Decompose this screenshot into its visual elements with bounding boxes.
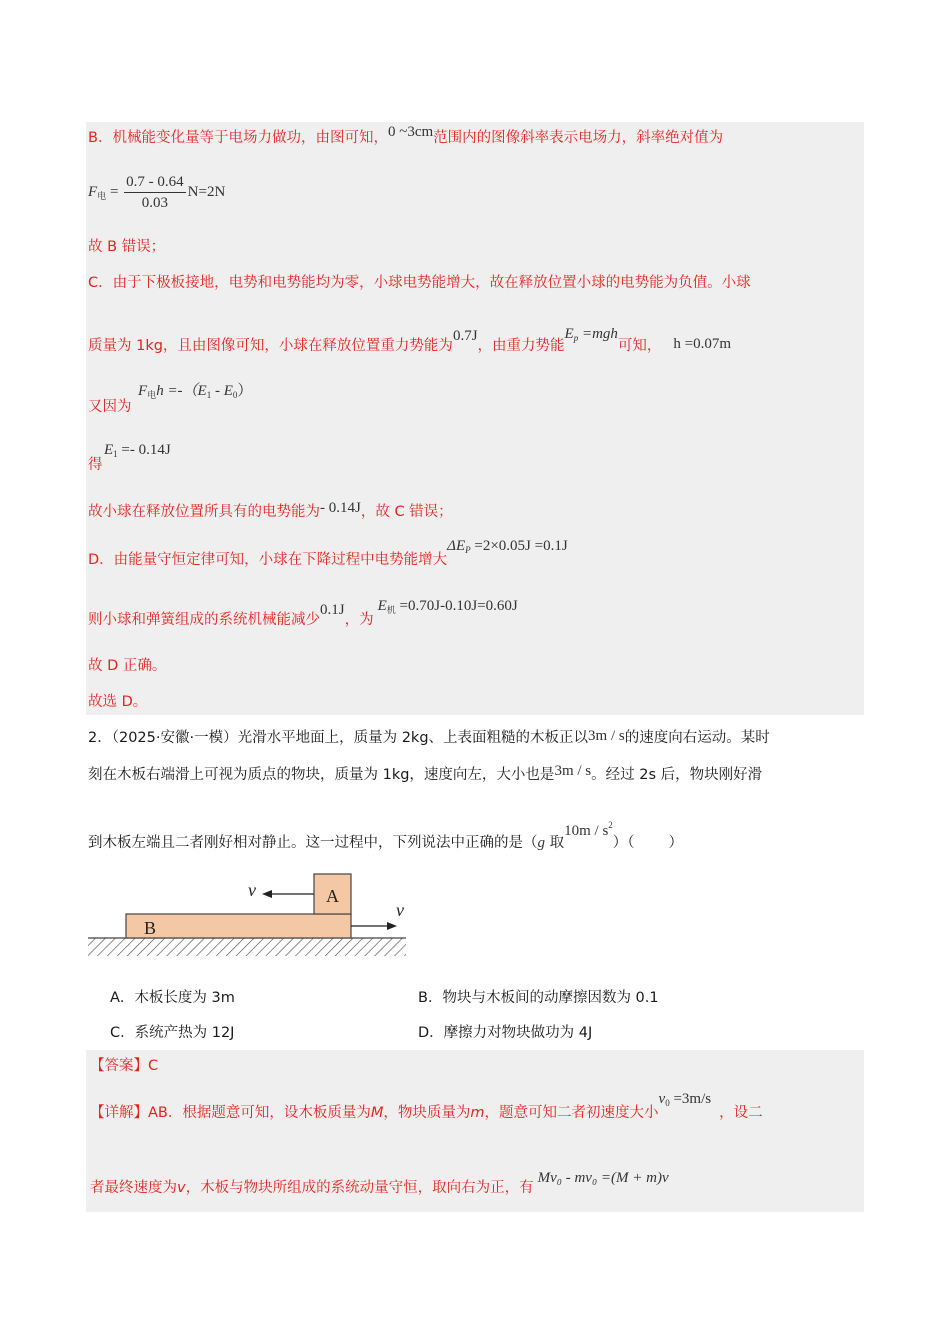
solution-c-line4-math xyxy=(104,440,171,464)
fraction xyxy=(124,172,186,213)
fraction-denominator: 0.03 xyxy=(141,195,169,211)
text: AB．根据题意可知，设木板质量为 xyxy=(148,1105,371,1121)
text: ，由重力势能 xyxy=(477,338,565,354)
text: 则小球和弹簧组成的系统机械能减少 xyxy=(88,612,320,628)
math-expr: =0.70J-0.10J=0.60J xyxy=(395,598,518,614)
math-expr: =- 0.14J xyxy=(117,442,171,458)
math-var: m xyxy=(470,1105,485,1121)
solution-c-line4-text: 得 xyxy=(88,457,103,473)
text: ）（ xyxy=(612,835,635,851)
math-var: F xyxy=(138,383,148,399)
math-var: F xyxy=(88,183,98,200)
text: 到木板左端且二者刚好相对静止。这一过程中，下列说法中正确的是（ xyxy=(88,835,538,851)
option-b[interactable]: B．物块与木板间的动摩擦因数为 0.1 xyxy=(418,990,659,1006)
solution-b-formula xyxy=(88,172,225,213)
solution-c-line3-text: 又因为 xyxy=(88,399,132,415)
fraction-numerator: 0.7 - 0.64 xyxy=(124,172,186,193)
question2-line3 xyxy=(88,820,684,853)
solution-b-line1 xyxy=(88,124,724,148)
text: 取 xyxy=(545,835,565,851)
text: ） xyxy=(668,835,684,851)
text: 2．（2025·安徽·一模）光滑水平地面上，质量为 2kg、上表面粗糙的木板正以 xyxy=(88,730,589,746)
math-inline: 3m / s xyxy=(554,763,592,779)
text: 刻在木板右端滑上可视为质点的物块，质量为 1kg，速度向左，大小也是 xyxy=(88,767,555,783)
math-expr: h =-（E xyxy=(156,383,207,399)
text: ，题意可知二者初速度大小 xyxy=(484,1105,659,1121)
label-v-right: v xyxy=(396,900,404,920)
answer-line2 xyxy=(90,1170,669,1198)
solution-c-line1: C．由于下极板接地，电势和电势能均为零，小球电势能增大，故在释放位置小球的电势能为负值。小球 xyxy=(88,275,751,291)
ground-hatch xyxy=(88,938,406,956)
math-inline xyxy=(378,598,518,614)
text: ，为 xyxy=(344,612,374,628)
math-expr: =2×0.05J =0.1J xyxy=(470,538,568,554)
math-sub: P xyxy=(465,545,471,555)
math-inline: h =0.07m xyxy=(673,336,732,352)
text: 可知， xyxy=(617,338,662,354)
solution-c-line5 xyxy=(88,502,453,522)
math-var: ΔE xyxy=(447,538,466,554)
arrow-right-head xyxy=(387,922,397,930)
label-b: B xyxy=(144,918,157,938)
math-var: M xyxy=(370,1105,384,1121)
text: ，物块质量为 xyxy=(383,1105,471,1121)
detail-label: 【详解】 xyxy=(90,1105,148,1121)
text: 的速度向右运动。某时 xyxy=(624,730,770,746)
math-inline: 3m / s xyxy=(588,728,625,744)
solution-d-conclusion: 故 D 正确。 xyxy=(88,658,167,674)
math-inline: 0 ~3cm xyxy=(387,124,434,140)
math-sub: 0 xyxy=(665,1098,670,1108)
math-inline: 0.7J xyxy=(452,328,478,344)
text: D．由能量守恒定律可知，小球在下降过程中电势能增大 xyxy=(88,552,448,568)
math-inline: 0.1J xyxy=(320,602,345,618)
math-inline xyxy=(447,538,568,554)
math-inline xyxy=(565,326,618,342)
math-sub: 0 xyxy=(232,390,238,400)
math-var: v xyxy=(177,1180,186,1196)
text: 者最终速度为 xyxy=(90,1180,177,1196)
text: 质量为 1kg，且由图像可知，小球在释放位置重力势能为 xyxy=(88,338,453,354)
option-a[interactable]: A．木板长度为 3m xyxy=(110,990,235,1006)
math-var: E xyxy=(377,598,387,614)
math-inline xyxy=(659,1091,712,1107)
math-inline xyxy=(564,820,613,839)
math-sub: 1 xyxy=(113,449,118,459)
arrow-left-head xyxy=(262,890,272,898)
board-b xyxy=(126,914,351,938)
math-expr: =mgh xyxy=(578,326,618,342)
math-var: g xyxy=(537,835,545,851)
label-a: A xyxy=(326,886,339,906)
text: B．机械能变化量等于电场力做功，由图可知， xyxy=(88,130,388,146)
math-var: v xyxy=(658,1091,666,1107)
math-inline: - 0.14J xyxy=(320,500,361,516)
math-sup: 2 xyxy=(608,820,613,830)
solution-c-line3-math xyxy=(138,381,252,405)
answer-label: 【答案】C xyxy=(90,1058,159,1074)
solution-b-conclusion: 故 B 错误； xyxy=(88,239,166,255)
math-eq: = xyxy=(109,183,119,200)
math-expr: 10m / s xyxy=(564,823,609,839)
math-sub: 电 xyxy=(97,190,107,201)
text: ，故 C 错误； xyxy=(360,504,453,520)
math-expr: - E xyxy=(211,383,233,399)
text: ，木板与物块所组成的系统动量守恒，取向右为正，有 xyxy=(185,1180,534,1196)
math-sub: 电 xyxy=(147,390,157,400)
label-v-top: v xyxy=(248,880,256,900)
block-board-figure xyxy=(86,868,416,960)
math-var: E xyxy=(104,442,114,458)
solution-c-line2 xyxy=(88,326,732,360)
text: 故小球在释放位置所具有的电势能为 xyxy=(88,504,320,520)
math-sub: p xyxy=(573,333,579,343)
question2-line1 xyxy=(88,728,770,748)
question2-line2 xyxy=(88,765,762,785)
math-sub: 机 xyxy=(386,605,396,615)
text: ，设二 xyxy=(719,1105,763,1121)
math-expr: ） xyxy=(237,383,253,399)
solution-d-final: 故选 D。 xyxy=(88,694,148,710)
solution-d-line2 xyxy=(88,598,518,634)
math-var: E xyxy=(564,326,574,342)
option-d[interactable]: D．摩擦力对物块做功为 4J xyxy=(418,1025,593,1041)
math-inline: Mv₀ - mv₀ =(M + m)v xyxy=(537,1170,669,1186)
text: 范围内的图像斜率表示电场力，斜率绝对值为 xyxy=(433,130,724,146)
math-expr: =3m/s xyxy=(669,1091,712,1107)
answer-line1 xyxy=(90,1091,763,1127)
option-c[interactable]: C．系统产热为 12J xyxy=(110,1025,235,1041)
math-rhs: N=2N xyxy=(187,183,226,200)
math-sub: 1 xyxy=(206,390,212,400)
text: 。经过 2s 后，物块刚好滑 xyxy=(591,767,763,783)
